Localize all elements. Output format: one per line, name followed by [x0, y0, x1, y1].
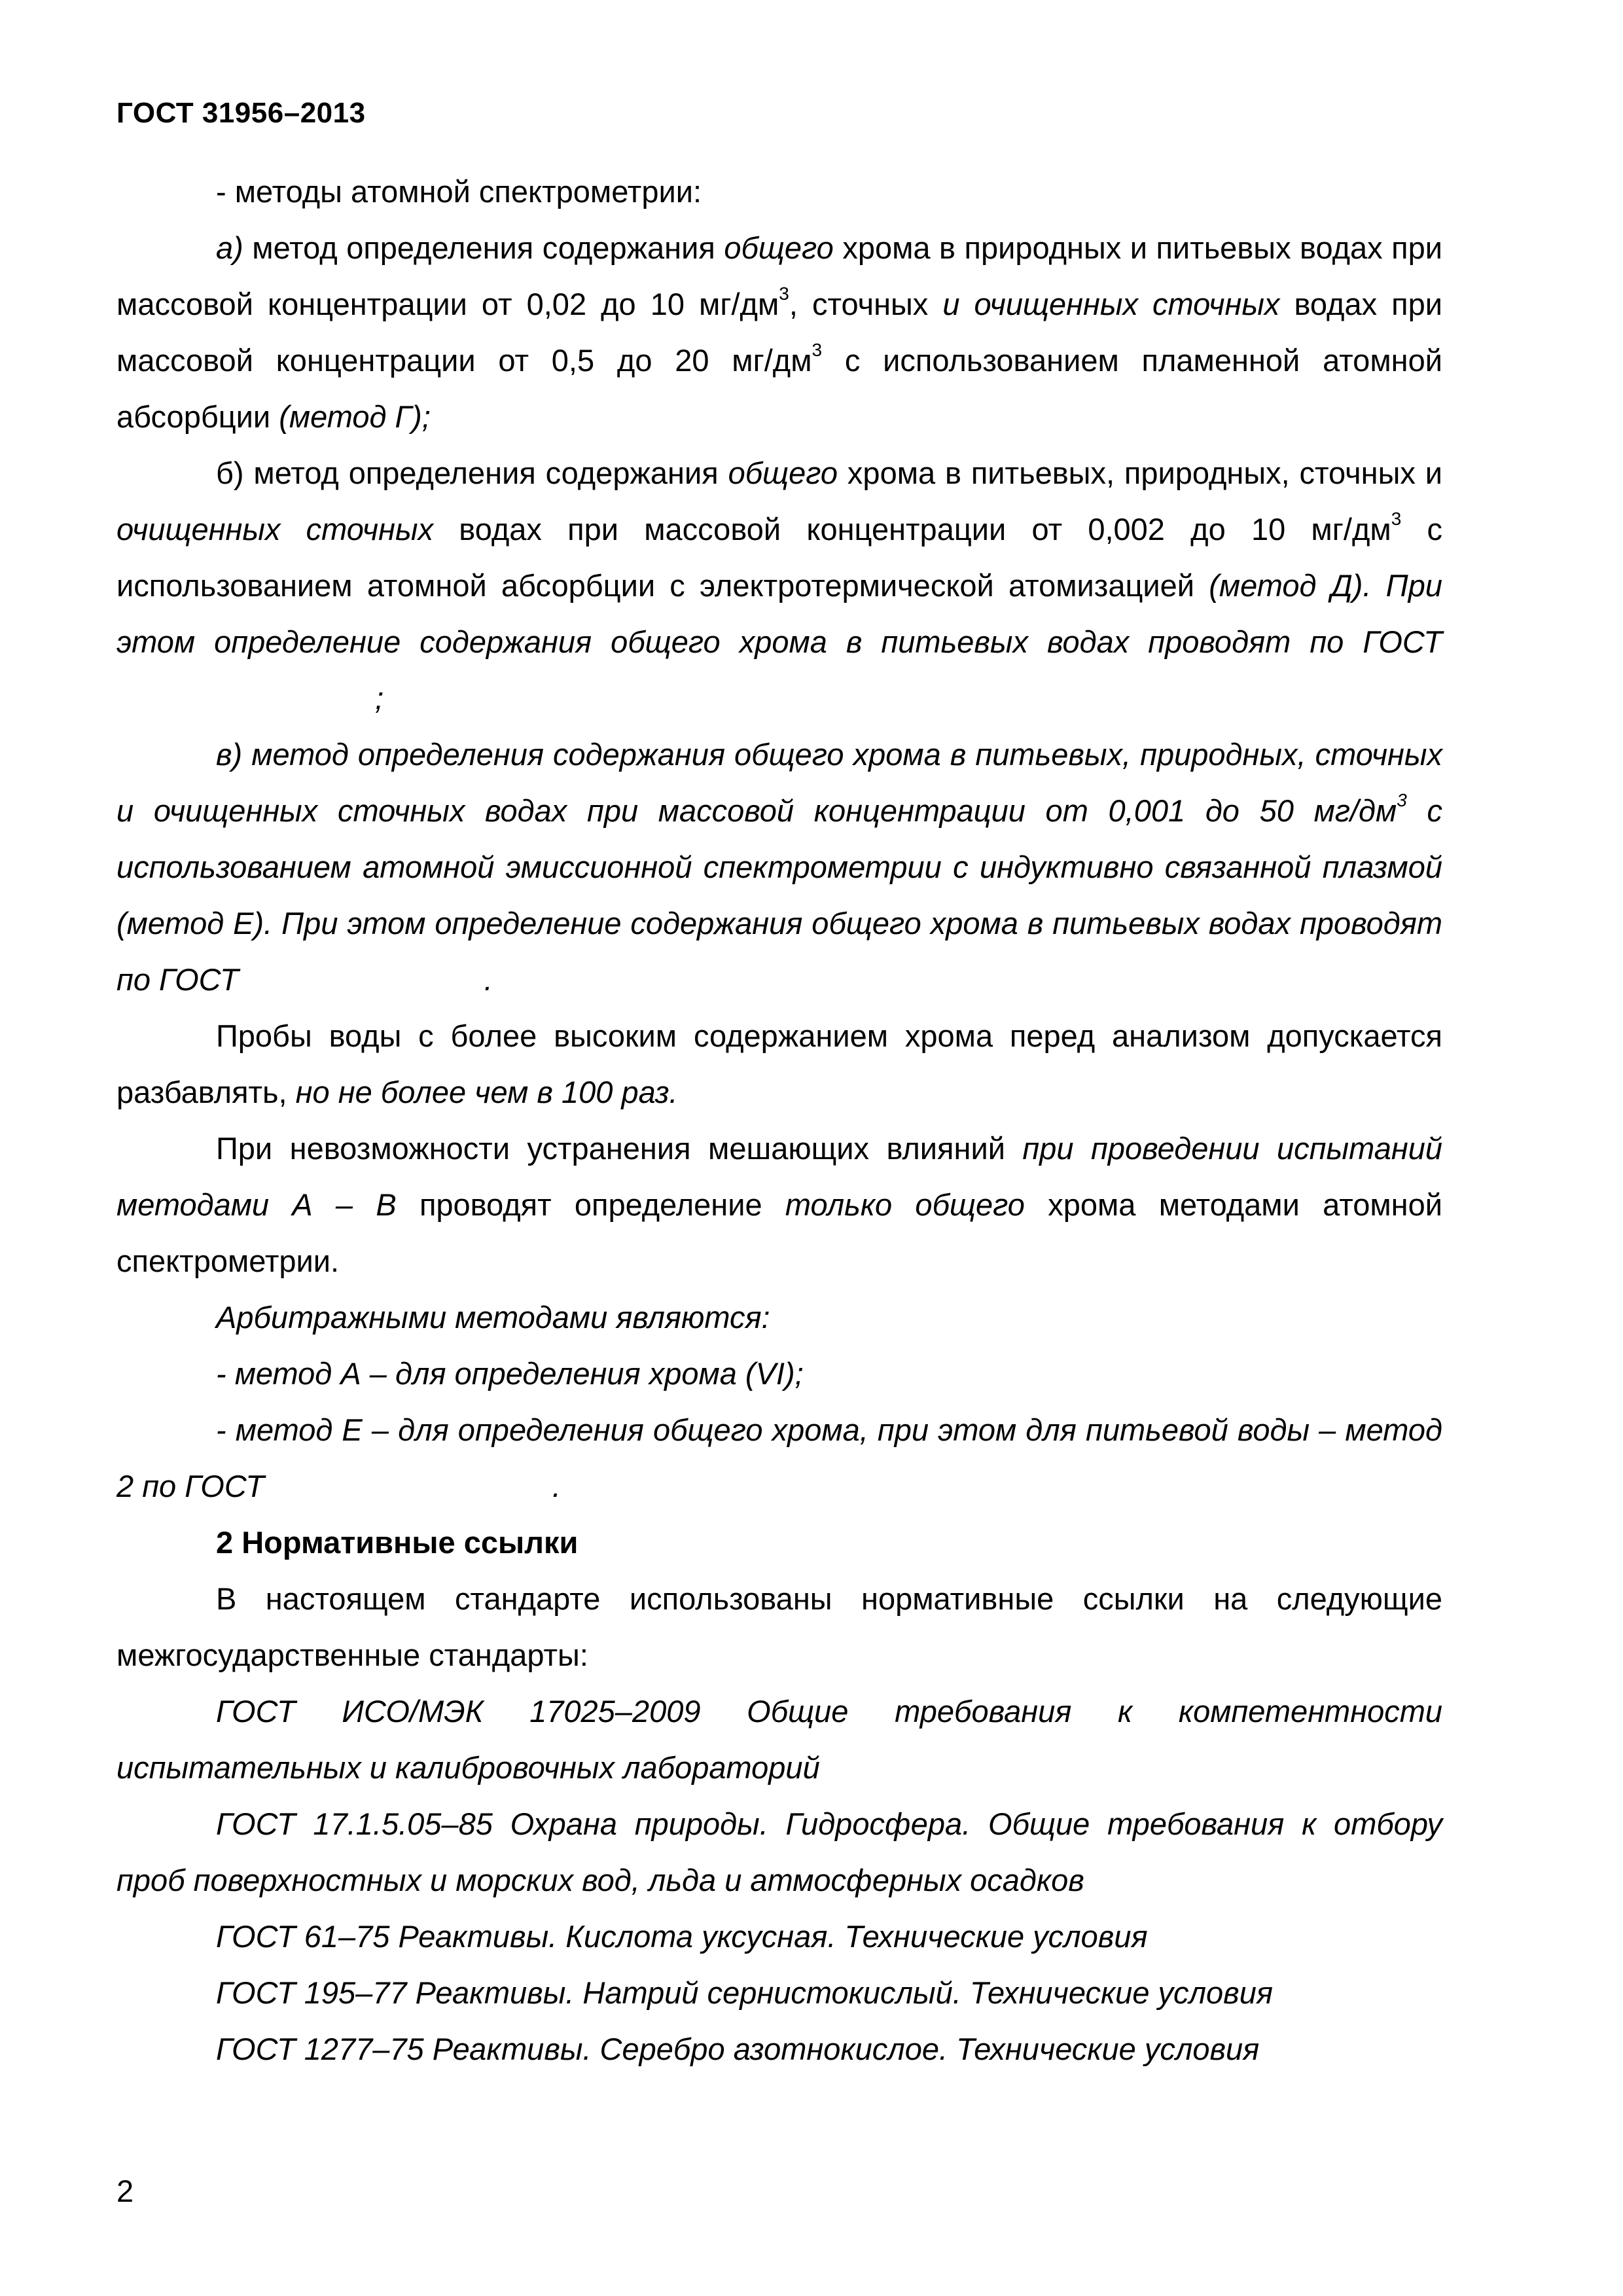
normative-reference: ГОСТ 17.1.5.05–85 Охрана природы. Гидросфера. Общие требования к отбору проб поверхностных и морских вод, льда и атмосферных осадков	[116, 1806, 1442, 1897]
paragraph-method-g: а) метод определения содержания общего хрома в природных и питьевых водах при массовой концентрации от 0,02 до 10 $мг/дм^3$, сточных и очищенных сточных водах при массовой концентрации от 0,5 до 20 $мг/дм^3$ с использованием пламенной атомной абсорбции (метод Г);	[116, 230, 1443, 434]
document-body	[116, 164, 1442, 2077]
arbitration-title: Арбитражными методами являются:	[216, 1300, 770, 1335]
item-prefix: а)	[216, 230, 243, 265]
page-number: 2	[116, 2174, 134, 2208]
document-header: ГОСТ 31956–2013	[116, 97, 366, 129]
normative-reference: ГОСТ 61–75 Реактивы. Кислота уксусная. Технические условия	[216, 1919, 1148, 1954]
section-heading: 2 Нормативные ссылки	[216, 1525, 579, 1560]
normative-reference: ГОСТ 1277–75 Реактивы. Серебро азотнокислое. Технические условия	[216, 2032, 1260, 2066]
methods-intro: - методы атомной спектрометрии:	[216, 174, 702, 209]
arbitration-item-e: - метод Е – для определения общего хрома, при этом для питьевой воды – метод 2 по ГОСТ .	[116, 1412, 1442, 1503]
paragraph-dilution: Пробы воды с более высоким содержанием хрома перед анализом допускается разбавлять, но не более чем в 100 раз.	[116, 1018, 1442, 1109]
paragraph-interference: При невозможности устранения мешающих влияний при проведении испытаний методами А – В проводят определение только общего хрома методами атомной спектрометрии.	[116, 1131, 1442, 1278]
paragraph-method-d: б) метод определения содержания общего хрома в питьевых, природных, сточных и очищенных сточных водах при массовой концентрации от 0,002 до 10 $мг/дм^3$ с использованием атомной абсорбции с электротермической атомизацией (метод Д). При этом определение содержания общего хрома в питьевых водах проводят по ГОСТ;	[116, 456, 1442, 715]
normative-reference: ГОСТ 195–77 Реактивы. Натрий сернистокислый. Технические условия	[216, 1975, 1273, 2010]
normative-reference: ГОСТ ИСО/МЭК 17025–2009 Общие требования к компетентности испытательных и калибровочных лабораторий	[116, 1694, 1442, 1785]
section-intro: В настоящем стандарте использованы нормативные ссылки на следующие межгосударственные стандарты:	[116, 1581, 1442, 1672]
paragraph-method-e: в) метод определения содержания общего хрома в питьевых, природных, сточных и очищенных сточных водах при массовой концентрации от 0,001 до 50 $мг/дм^3$ с использованием атомной эмиссионной спектрометрии с индуктивно связанной плазмой (метод Е). При этом определение содержания общего хрома в питьевых водах проводят по ГОСТ .	[116, 737, 1442, 997]
arbitration-item-a: - метод А – для определения хрома (VI);	[216, 1356, 804, 1391]
